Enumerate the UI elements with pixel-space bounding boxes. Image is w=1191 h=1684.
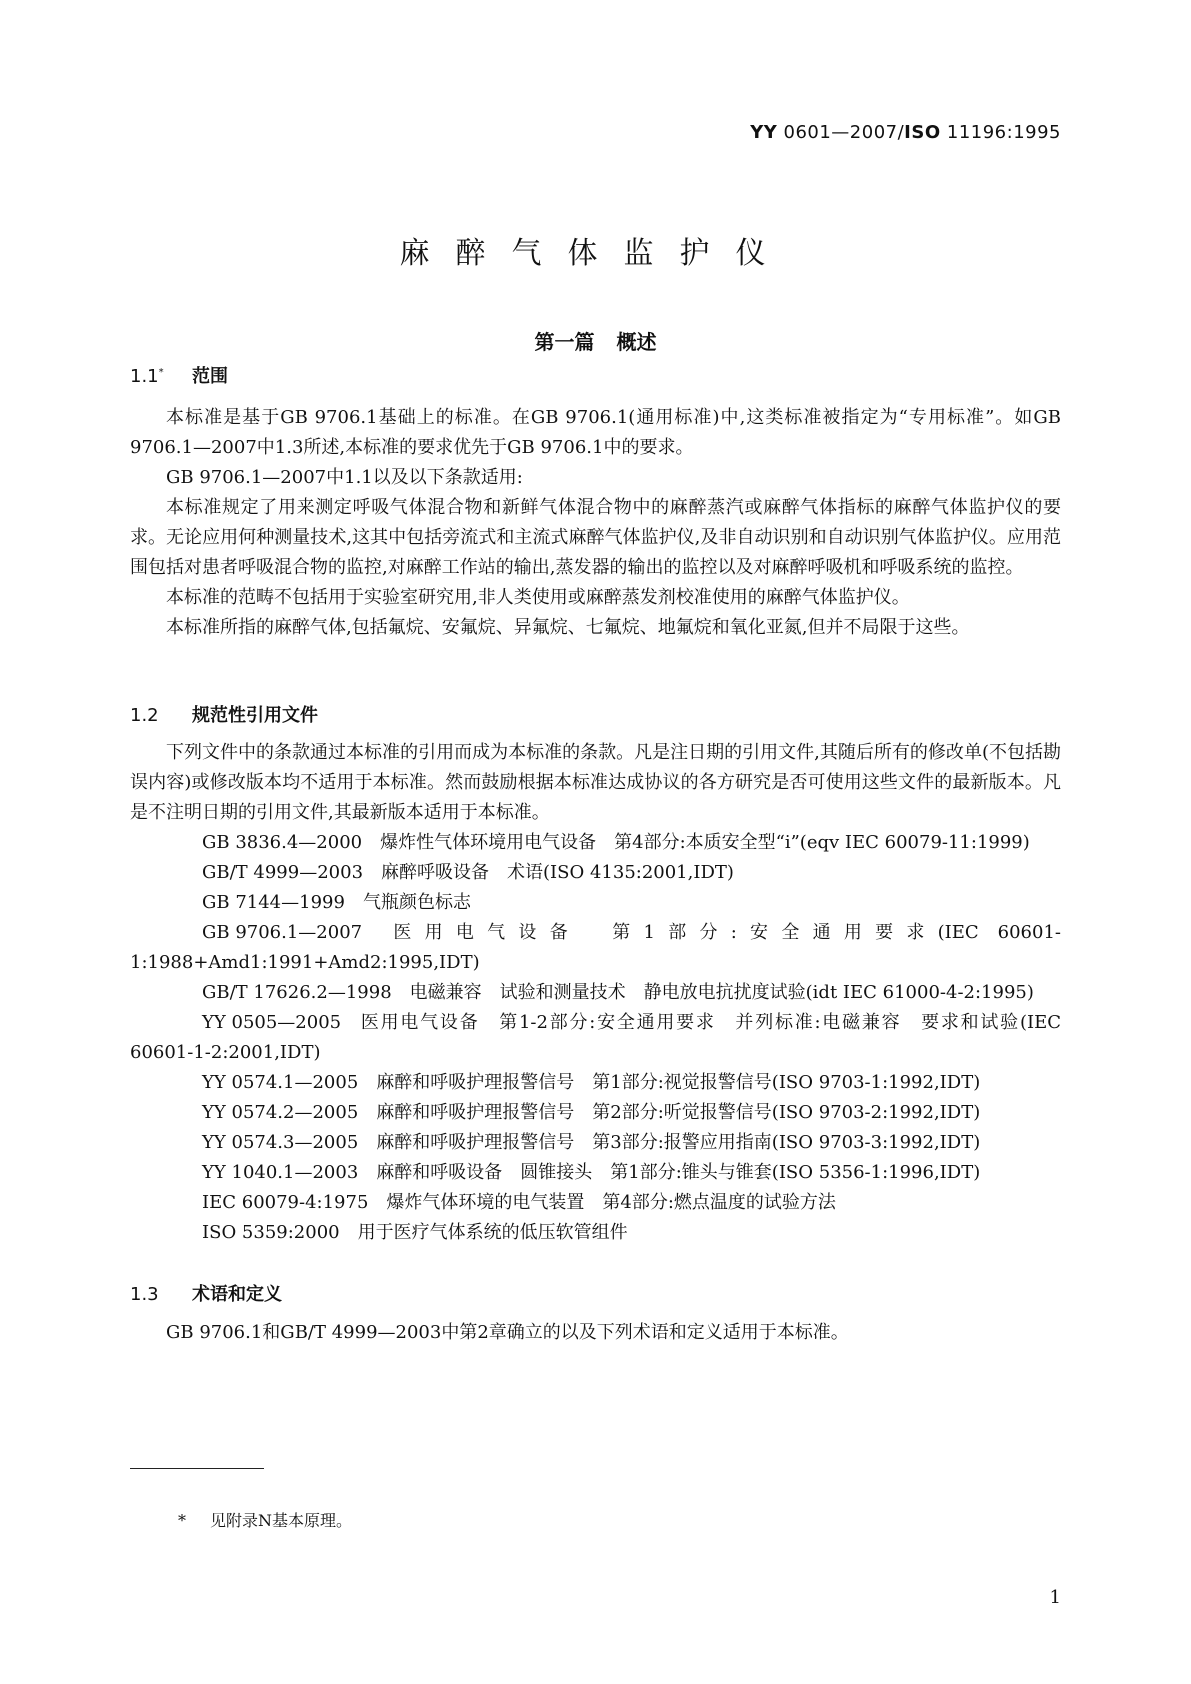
section-1-3-body	[130, 1318, 1061, 1348]
section-1-1-body	[130, 403, 1061, 643]
section-1-3-heading: 1.3 术语和定义	[130, 1284, 282, 1305]
reference-item: YY 1040.1—2003 麻醉和呼吸设备 圆锥接头 第1部分:锥头与锥套(ISO 5356-1:1996,IDT)	[202, 1162, 981, 1183]
footnote: * 见附录N基本原理。	[178, 1511, 353, 1530]
paragraph: 本标准规定了用来测定呼吸气体混合物和新鲜气体混合物中的麻醉蒸汽或麻醉气体指标的麻醉气体监护仪的要求。无论应用何种测量技术,这其中包括旁流式和主流式麻醉气体监护仪,及非自动识别和自动识别气体监护仪。应用范围包括对患者呼吸混合物的监控,对麻醉工作站的输出,蒸发器的输出的监控以及对麻醉呼吸机和呼吸系统的监控。	[130, 497, 1061, 578]
paragraph: 本标准的范畴不包括用于实验室研究用,非人类使用或麻醉蒸发剂校准使用的麻醉气体监护仪。	[166, 587, 910, 608]
section-1-2-heading: 1.2 规范性引用文件	[130, 705, 318, 726]
part-heading: 第一篇 概述	[534, 330, 657, 354]
reference-item: YY 0574.3—2005 麻醉和呼吸护理报警信号 第3部分:报警应用指南(ISO 9703-3:1992,IDT)	[202, 1132, 981, 1153]
paragraph: 本标准所指的麻醉气体,包括氟烷、安氟烷、异氟烷、七氟烷、地氟烷和氧化亚氮,但并不局限于这些。	[166, 617, 970, 638]
reference-item: YY 0505—2005 医用电气设备 第1-2部分:安全通用要求 并列标准:电磁兼容 要求和试验(IEC 60601-1-2:2001,IDT)	[130, 1012, 1061, 1063]
reference-item: IEC 60079-4:1975 爆炸气体环境的电气装置 第4部分:燃点温度的试验方法	[202, 1192, 836, 1213]
section-1-1-heading: 1.1* 范围	[130, 366, 228, 387]
standard-code: YY 0601—2007/ISO 11196:1995	[750, 122, 1061, 143]
footnote-rule	[130, 1468, 264, 1469]
reference-item: GB/T 4999—2003 麻醉呼吸设备 术语(ISO 4135:2001,IDT)	[202, 862, 734, 883]
paragraph: 本标准是基于GB 9706.1基础上的标准。在GB 9706.1(通用标准)中,这类标准被指定为“专用标准”。如GB 9706.1—2007中1.3所述,本标准的要求优先于GB 9706.1中的要求。	[130, 407, 1061, 458]
reference-item: GB 7144—1999 气瓶颜色标志	[202, 892, 471, 913]
reference-item: GB/T 17626.2—1998 电磁兼容 试验和测量技术 静电放电抗扰度试验(idt IEC 61000-4-2:1995)	[202, 982, 1034, 1003]
reference-item: YY 0574.1—2005 麻醉和呼吸护理报警信号 第1部分:视觉报警信号(ISO 9703-1:1992,IDT)	[202, 1072, 981, 1093]
reference-item: YY 0574.2—2005 麻醉和呼吸护理报警信号 第2部分:听觉报警信号(ISO 9703-2:1992,IDT)	[202, 1102, 981, 1123]
section-1-2-body	[130, 738, 1061, 1248]
paragraph: 下列文件中的条款通过本标准的引用而成为本标准的条款。凡是注日期的引用文件,其随后所有的修改单(不包括勘误内容)或修改版本均不适用于本标准。然而鼓励根据本标准达成协议的各方研究是否可使用这些文件的最新版本。凡是不注明日期的引用文件,其最新版本适用于本标准。	[130, 742, 1061, 823]
reference-item: GB 9706.1—2007 医用电气设备 第1部分:安全通用要求(IEC 60601-1:1988+Amd1:1991+Amd2:1995,IDT)	[130, 922, 1061, 973]
paragraph: GB 9706.1和GB/T 4999—2003中第2章确立的以及下列术语和定义适用于本标准。	[166, 1322, 849, 1343]
reference-item: ISO 5359:2000 用于医疗气体系统的低压软管组件	[202, 1222, 628, 1243]
document-title: 麻醉气体监护仪	[399, 236, 792, 271]
paragraph: GB 9706.1—2007中1.1以及以下条款适用:	[166, 467, 523, 488]
reference-item: GB 3836.4—2000 爆炸性气体环境用电气设备 第4部分:本质安全型“i”(eqv IEC 60079-11:1999)	[202, 832, 1030, 853]
page-number: 1	[1049, 1587, 1061, 1608]
